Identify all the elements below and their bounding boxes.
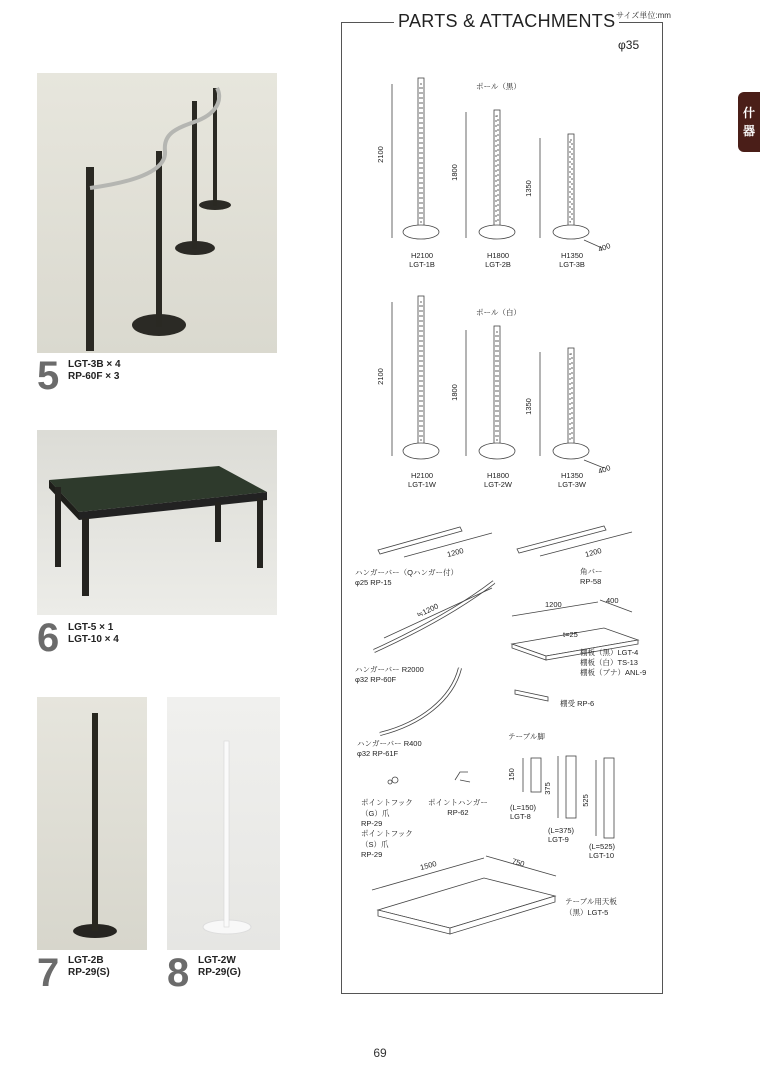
hook-line: （G）爪 bbox=[361, 809, 390, 818]
photo-caption-6 bbox=[68, 622, 119, 646]
dim-base-white: 400 bbox=[596, 463, 612, 476]
leg-length: (L=150) bbox=[510, 803, 537, 812]
photo-pole-hanger-display bbox=[37, 73, 277, 353]
dim-pole-1b: 2100 bbox=[375, 146, 385, 163]
pole-black-illustration bbox=[37, 697, 147, 950]
hook-line: ポイントフック bbox=[361, 798, 413, 807]
leg-code: LGT-9 bbox=[548, 835, 569, 844]
table-illustration bbox=[37, 430, 277, 615]
label-3b bbox=[557, 251, 587, 269]
caption-line: LGT-2W bbox=[198, 955, 236, 966]
r2000-name: ハンガーバー R2000 bbox=[355, 665, 424, 674]
table-top-code: （黒）LGT-5 bbox=[565, 908, 609, 917]
leg-code: LGT-10 bbox=[589, 851, 615, 860]
hanger-bar-code: φ25 RP-15 bbox=[355, 578, 392, 587]
shelf-thickness: t=25 bbox=[563, 630, 578, 639]
page-number: 69 bbox=[373, 1046, 387, 1060]
hanger-bar-name: ハンガーバー（Qハンガー付） bbox=[355, 568, 458, 577]
shelf-black: 棚板（黒）LGT-4 bbox=[580, 648, 639, 657]
dim-pole-2w: 1800 bbox=[449, 384, 459, 401]
point-hanger-name: ポイントハンガー bbox=[428, 798, 488, 807]
category-tab-label-2: 器 bbox=[742, 124, 755, 138]
photo-table bbox=[37, 430, 277, 615]
code-text: LGT-3W bbox=[558, 480, 586, 489]
dim-leg-9: 375 bbox=[542, 782, 552, 795]
label-2b bbox=[483, 251, 513, 269]
label-r2000 bbox=[355, 664, 424, 684]
dim-pole-2b: 1800 bbox=[449, 164, 459, 181]
pole-white-illustration bbox=[167, 697, 280, 950]
category-tab-label-1: 什 bbox=[742, 106, 755, 120]
dim-base-black: 400 bbox=[596, 241, 612, 254]
heading-poles-black: ポール（黒） bbox=[476, 82, 521, 91]
heading-table-legs: テーブル脚 bbox=[508, 732, 545, 741]
r400-name: ハンガーバー R400 bbox=[357, 739, 422, 748]
photo-pole-white bbox=[167, 697, 280, 950]
label-square-bar bbox=[580, 566, 603, 586]
height-text: H2100 bbox=[410, 251, 434, 260]
caption-line: RP-60F × 3 bbox=[68, 371, 120, 382]
dim-pole-3w: 1350 bbox=[523, 398, 533, 415]
code-text: LGT-1B bbox=[409, 260, 435, 269]
dim-shelf-width: 1200 bbox=[545, 600, 562, 609]
caption-line: LGT-3B × 4 bbox=[68, 359, 121, 370]
pole-hanger-illustration bbox=[37, 73, 277, 353]
photo-number-7: 7 bbox=[37, 951, 60, 995]
hook-line: （S）爪 bbox=[361, 840, 389, 849]
label-1w bbox=[407, 471, 437, 489]
dim-leg-8: 150 bbox=[506, 768, 516, 781]
photo-number-6: 6 bbox=[37, 616, 60, 660]
height-text: H1350 bbox=[560, 471, 584, 480]
label-3w bbox=[557, 471, 587, 489]
dim-r2000: ≒1200 bbox=[415, 601, 440, 620]
leg-code: LGT-8 bbox=[510, 812, 531, 821]
dim-top-depth: 750 bbox=[511, 856, 526, 869]
photo-number-8: 8 bbox=[167, 951, 190, 995]
unit-note: サイズ単位:mm bbox=[616, 11, 671, 20]
square-bar-code: RP-58 bbox=[580, 577, 602, 586]
caption-line: RP-29(G) bbox=[198, 967, 241, 978]
code-text: LGT-3B bbox=[559, 260, 585, 269]
r2000-code: φ32 RP-60F bbox=[355, 675, 397, 684]
point-hanger-code: RP-62 bbox=[447, 808, 469, 817]
height-text: H1800 bbox=[486, 251, 510, 260]
hook-line: ポイントフック bbox=[361, 829, 413, 838]
leg-length: (L=375) bbox=[548, 826, 575, 835]
code-text: LGT-2B bbox=[485, 260, 511, 269]
label-leg-10 bbox=[589, 842, 615, 860]
label-1b bbox=[407, 251, 437, 269]
hook-line: RP-29 bbox=[361, 850, 383, 859]
height-text: H2100 bbox=[410, 471, 434, 480]
photo-caption-7 bbox=[68, 955, 110, 979]
caption-line: RP-29(S) bbox=[68, 967, 110, 978]
label-r400 bbox=[357, 738, 422, 758]
dim-square-bar: 1200 bbox=[584, 545, 603, 560]
photo-pole-black bbox=[37, 697, 147, 950]
height-text: H1800 bbox=[486, 471, 510, 480]
code-text: LGT-2W bbox=[484, 480, 512, 489]
dim-pole-3b: 1350 bbox=[523, 180, 533, 197]
panel-title: PARTS & ATTACHMENTS bbox=[394, 11, 619, 32]
shelf-white: 棚板（白）TS-13 bbox=[580, 658, 638, 667]
label-point-hook-g bbox=[361, 797, 413, 828]
dim-leg-10: 525 bbox=[580, 794, 590, 807]
label-leg-9 bbox=[548, 826, 574, 844]
label-shelf bbox=[580, 648, 646, 678]
label-table-top bbox=[565, 896, 617, 918]
height-text: H1350 bbox=[560, 251, 584, 260]
shelf-beech: 棚板（ブナ）ANL-9 bbox=[580, 668, 647, 677]
label-point-hook-s bbox=[361, 828, 413, 859]
hook-line: RP-29 bbox=[361, 819, 383, 828]
r400-code: φ32 RP-61F bbox=[357, 749, 399, 758]
dim-top-width: 1500 bbox=[419, 858, 438, 873]
photo-caption-8 bbox=[198, 955, 241, 979]
label-point-hanger bbox=[428, 797, 488, 817]
caption-line: LGT-10 × 4 bbox=[68, 634, 119, 645]
label-2w bbox=[483, 471, 513, 489]
photo-number-5: 5 bbox=[37, 354, 60, 398]
dim-pole-1w: 2100 bbox=[375, 368, 385, 385]
caption-line: LGT-5 × 1 bbox=[68, 622, 114, 633]
diameter-note: φ35 bbox=[618, 38, 640, 52]
label-hanger-bar bbox=[355, 567, 458, 587]
square-bar-name: 角バー bbox=[580, 567, 603, 576]
dim-shelf-depth: 400 bbox=[606, 596, 619, 605]
leg-length: (L=525) bbox=[589, 842, 616, 851]
code-text: LGT-1W bbox=[408, 480, 436, 489]
label-bracket: 棚受 RP-6 bbox=[560, 699, 595, 708]
heading-poles-white: ポール（白） bbox=[476, 308, 521, 317]
category-tab[interactable] bbox=[738, 92, 760, 152]
caption-line: LGT-2B bbox=[68, 955, 104, 966]
photo-caption-5 bbox=[68, 359, 121, 383]
label-leg-8 bbox=[510, 803, 536, 821]
dim-hanger-bar: 1200 bbox=[446, 545, 465, 560]
table-top-name: テーブル用天板 bbox=[565, 897, 617, 906]
